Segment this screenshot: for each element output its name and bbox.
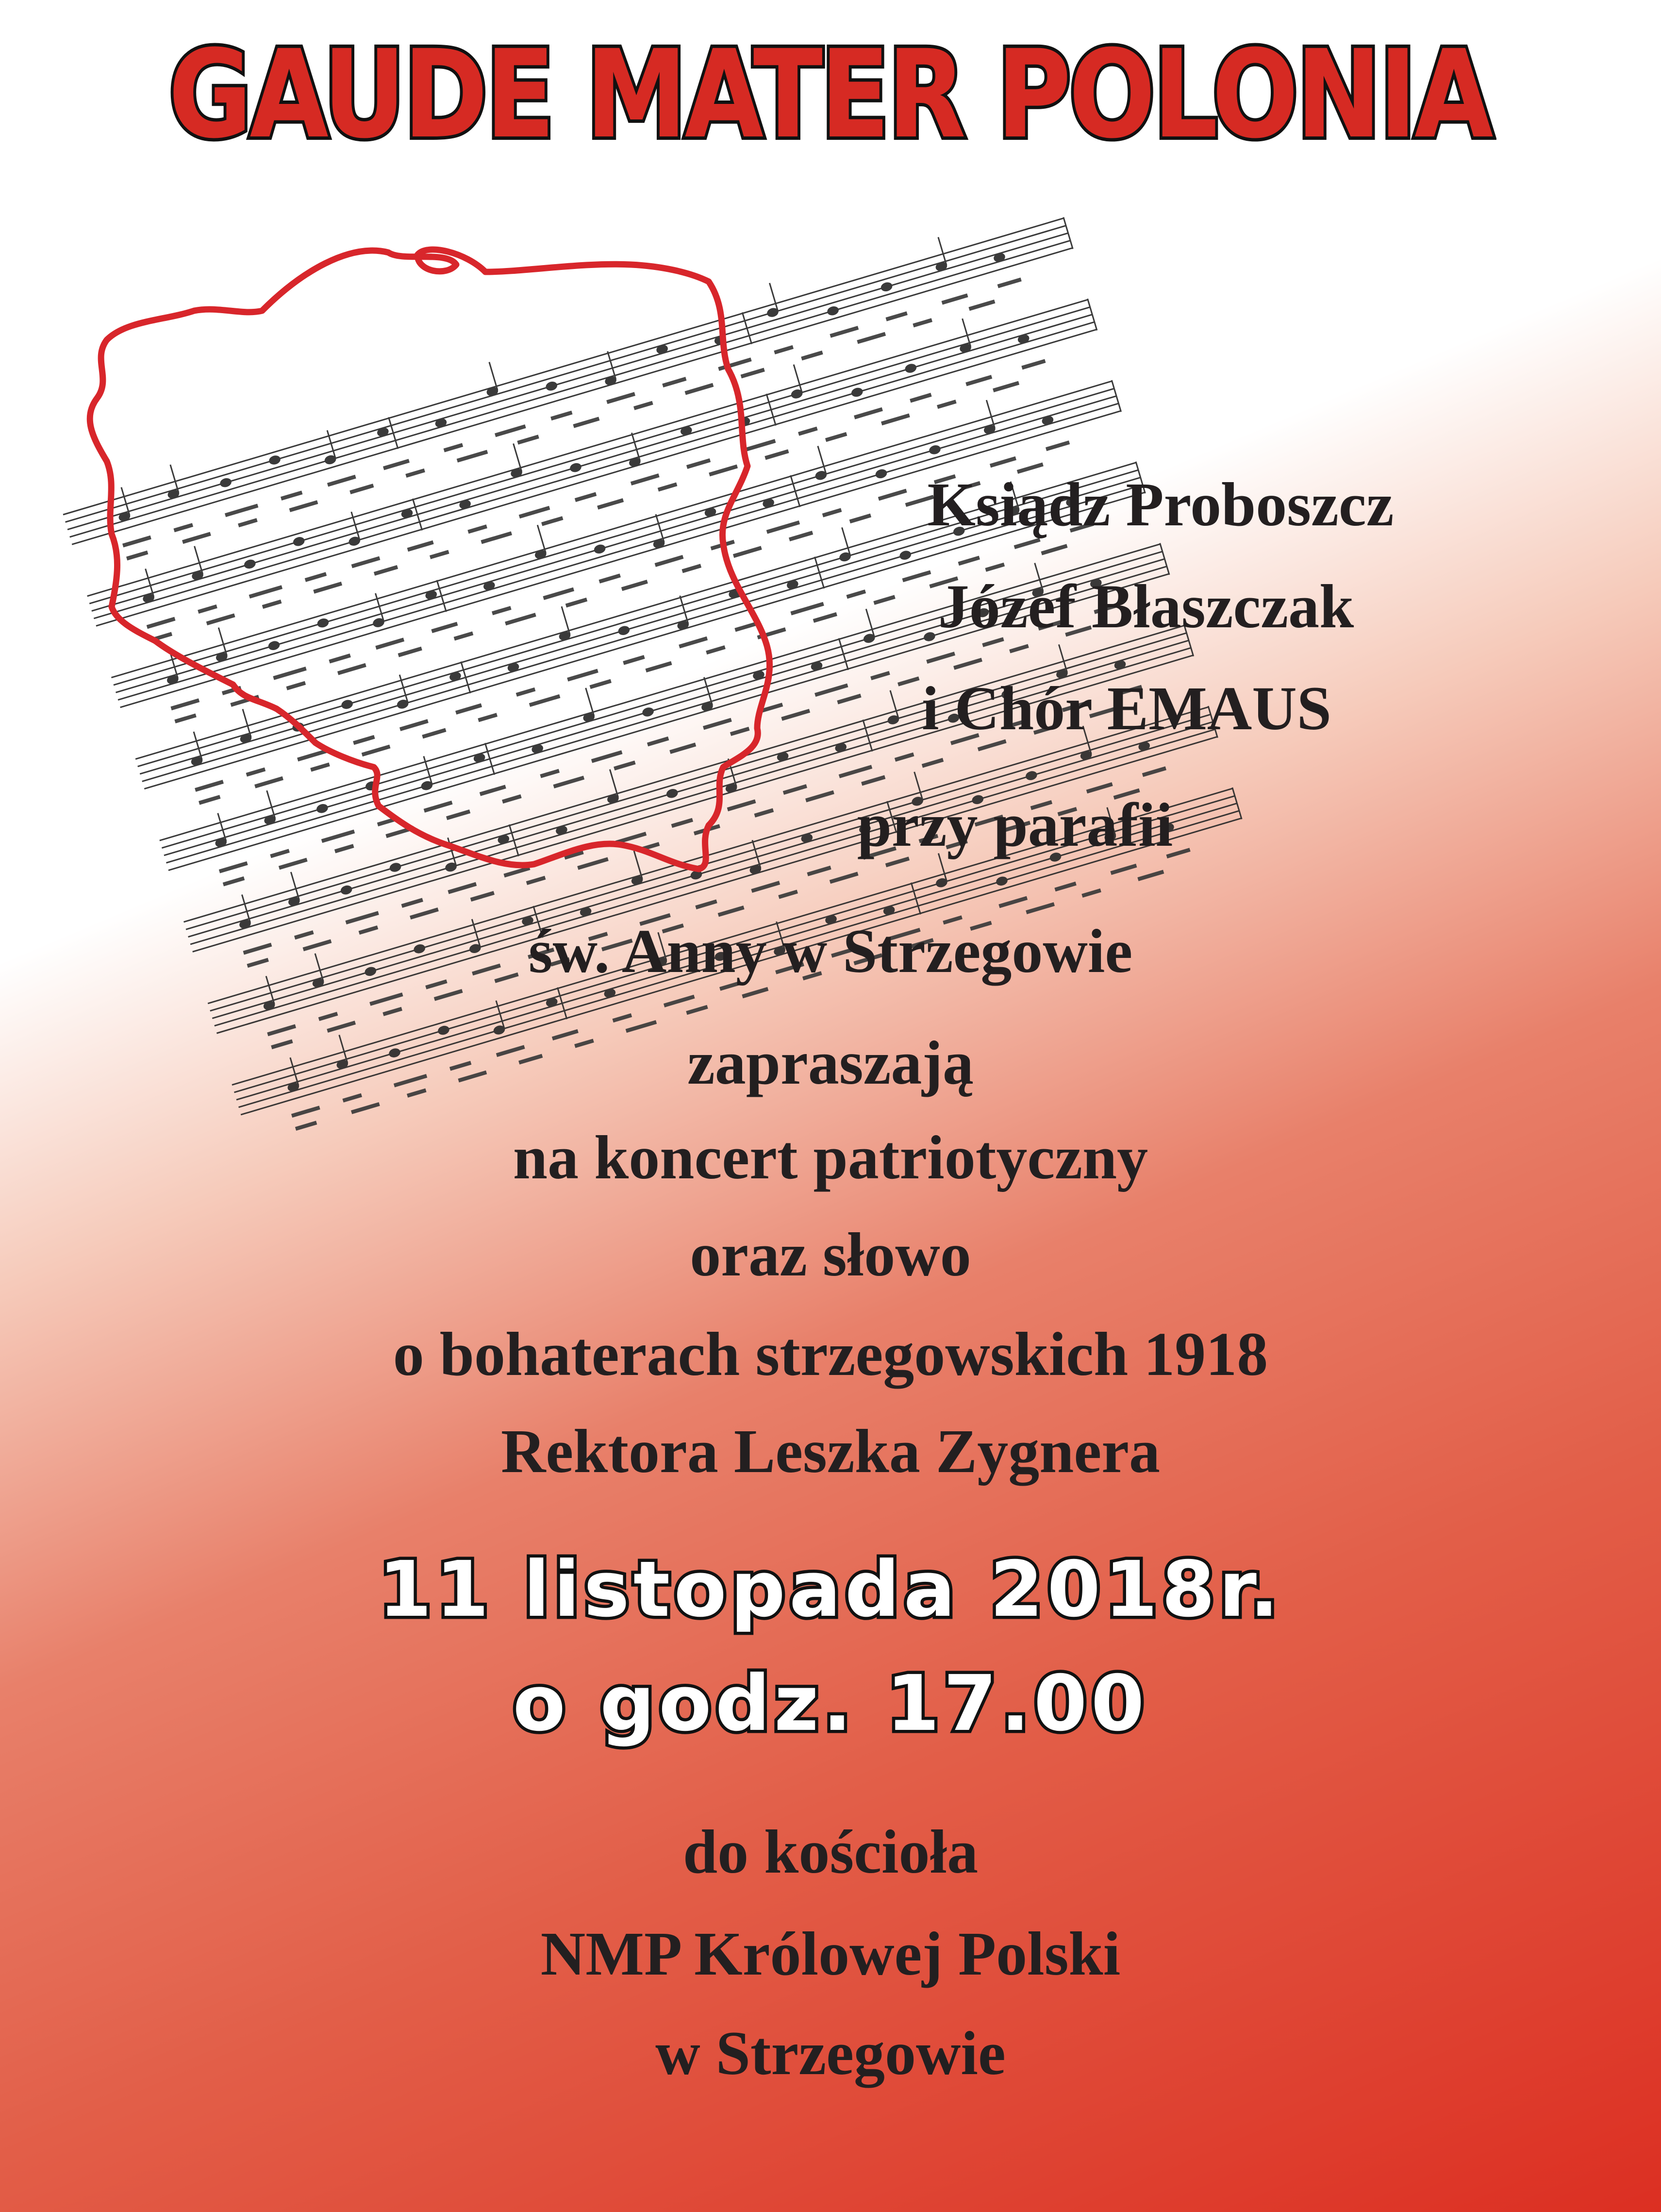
poster-title: GAUDE MATER POLONIA: [168, 24, 1491, 165]
invitation-line-6: zapraszają: [687, 1028, 974, 1097]
invitation-line-2: Józef Błaszczak: [938, 572, 1354, 641]
sheet-music-illustration: [56, 194, 1250, 1145]
invitation-line-1: Ksiądz Proboszcz: [927, 470, 1394, 539]
venue-line-3: w Strzegowie: [655, 2019, 1006, 2088]
concert-date: 11 listopada 2018r.: [378, 1545, 1283, 1634]
concert-time: o godz. 17.00: [513, 1659, 1148, 1748]
venue-line-1: do kościoła: [682, 1817, 979, 1886]
invitation-line-5: św. Anny w Strzegowie: [528, 917, 1133, 986]
invitation-line-9: o bohaterach strzegowskich 1918: [393, 1320, 1268, 1389]
invitation-line-7: na koncert patriotyczny: [513, 1123, 1148, 1192]
invitation-line-3: i Chór EMAUS: [922, 674, 1331, 743]
invitation-line-10: Rektora Leszka Zygnera: [500, 1417, 1161, 1486]
invitation-line-8: oraz słowo: [690, 1220, 971, 1289]
venue-line-2: NMP Królowej Polski: [540, 1919, 1121, 1988]
invitation-line-4: przy parafii: [857, 790, 1173, 859]
